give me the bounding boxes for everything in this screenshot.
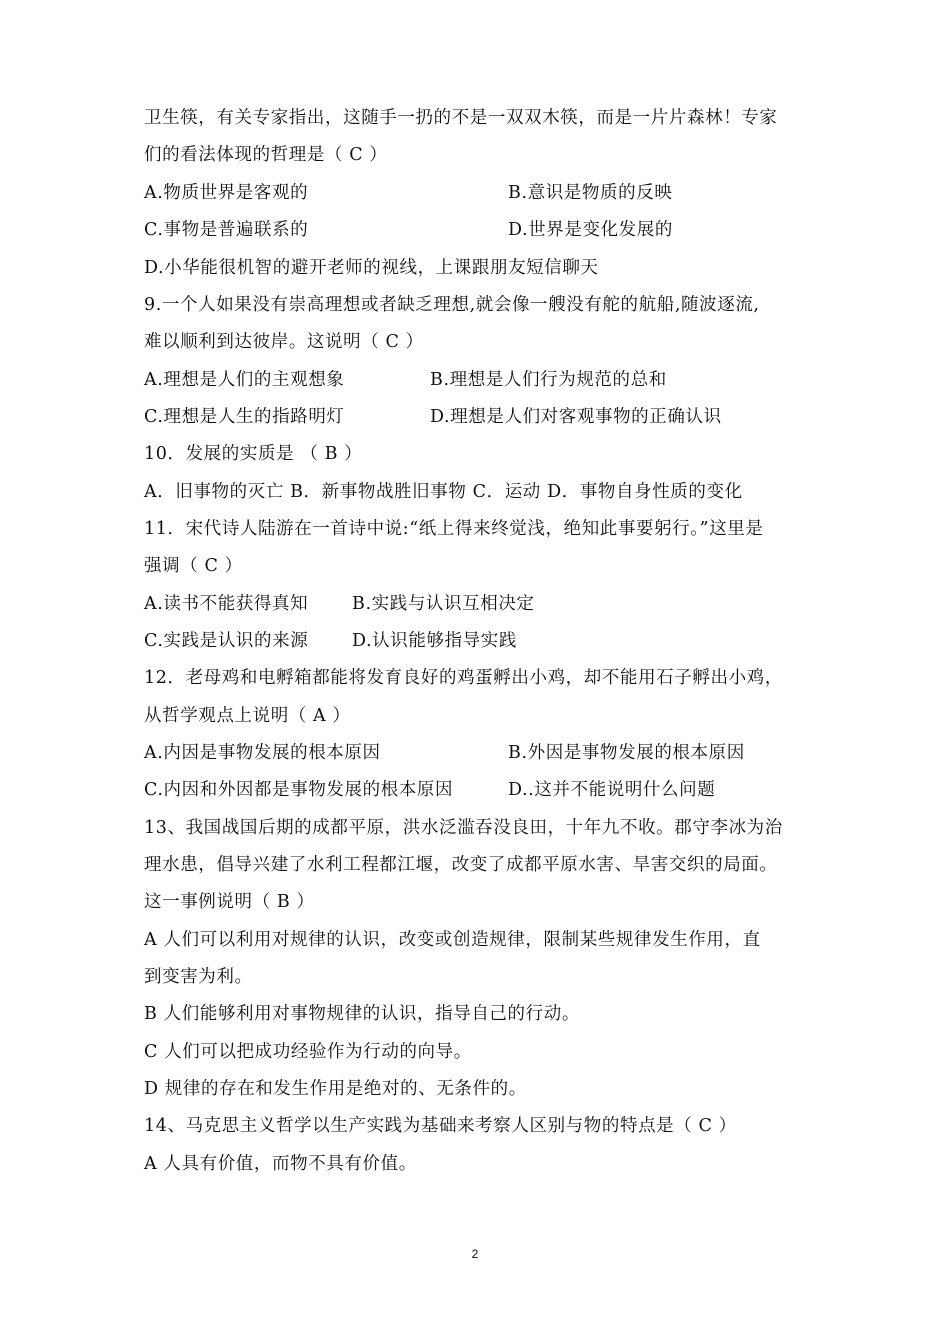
option-b: B.理想是人们行为规范的总和 <box>430 370 667 390</box>
option-row <box>144 218 673 242</box>
option-text-line: D.小华能很机智的避开老师的视线，上课跟朋友短信聊天 <box>144 258 599 278</box>
question-10-text: 10．发展的实质是 （ B ） <box>144 444 363 464</box>
option-row <box>144 181 673 205</box>
option-row <box>144 778 716 802</box>
question-12-text: 从哲学观点上说明（ A ） <box>144 706 351 726</box>
question-10-options: A．旧事物的灭亡 B．新事物战胜旧事物 C．运动 D．事物自身性质的变化 <box>144 482 743 502</box>
question-14-text: 14、马克思主义哲学以生产实践为基础来考察人区别与物的特点是（ C ） <box>144 1116 737 1136</box>
question-11-text: 11．宋代诗人陆游在一首诗中说:“纸上得来终觉浅，绝知此事要躬行。”这里是 <box>144 519 764 539</box>
question-12-text: 12．老母鸡和电孵箱都能将发育良好的鸡蛋孵出小鸡，却不能用石子孵出小鸡， <box>144 668 783 688</box>
option-a: 到变害为利。 <box>144 967 253 987</box>
option-row <box>144 741 745 765</box>
question-9-text: 9.一个人如果没有崇高理想或者缺乏理想,就会像一艘没有舵的航船,随波逐流, <box>144 295 760 315</box>
option-d: D..这并不能说明什么问题 <box>508 780 716 800</box>
option-a: A 人具有价值，而物不具有价值。 <box>144 1154 417 1174</box>
option-b: B 人们能够利用对事物规律的认识，指导自己的行动。 <box>144 1004 580 1024</box>
option-row <box>144 629 517 653</box>
option-d: D.世界是变化发展的 <box>508 220 673 240</box>
option-c: C 人们可以把成功经验作为行动的向导。 <box>144 1042 472 1062</box>
question-text-line: 卫生筷，有关专家指出，这随手一扔的不是一双双木筷，而是一片片森林！专家 <box>144 108 778 128</box>
question-13-text: 理水患，倡导兴建了水利工程都江堰，改变了成都平原水害、旱害交织的局面。 <box>144 855 778 875</box>
option-c: C.内因和外因都是事物发展的根本原因 <box>144 780 454 800</box>
option-d: D 规律的存在和发生作用是绝对的、无条件的。 <box>144 1079 527 1099</box>
option-a: A.内因是事物发展的根本原因 <box>144 743 381 763</box>
option-a: A.读书不能获得真知 <box>144 594 309 614</box>
option-a: A.物质世界是客观的 <box>144 183 309 203</box>
question-13-text: 13、我国战国后期的成都平原，洪水泛滥吞没良田，十年九不收。郡守李冰为治 <box>144 818 783 838</box>
option-a: A.理想是人们的主观想象 <box>144 370 345 390</box>
page-number: 2 <box>471 1247 479 1261</box>
question-text-line: 们的看法体现的哲理是（ C ） <box>144 145 388 165</box>
option-b: B.实践与认识互相决定 <box>352 594 535 614</box>
option-row <box>144 405 722 429</box>
question-9-text: 难以顺利到达彼岸。这说明（ C ） <box>144 332 424 352</box>
option-a: A 人们可以利用对规律的认识，改变或创造规律，限制某些规律发生作用，直 <box>144 930 761 950</box>
option-d: D.认识能够指导实践 <box>352 631 517 651</box>
option-b: B.外因是事物发展的根本原因 <box>508 743 745 763</box>
option-c: C.理想是人生的指路明灯 <box>144 407 345 427</box>
question-11-text: 强调（ C ） <box>144 556 243 576</box>
option-row <box>144 592 535 616</box>
question-13-text: 这一事例说明（ B ） <box>144 892 315 912</box>
option-b: B.意识是物质的反映 <box>508 183 673 203</box>
option-row <box>144 368 667 392</box>
option-c: C.实践是认识的来源 <box>144 631 309 651</box>
option-c: C.事物是普遍联系的 <box>144 220 309 240</box>
option-d: D.理想是人们对客观事物的正确认识 <box>430 407 722 427</box>
